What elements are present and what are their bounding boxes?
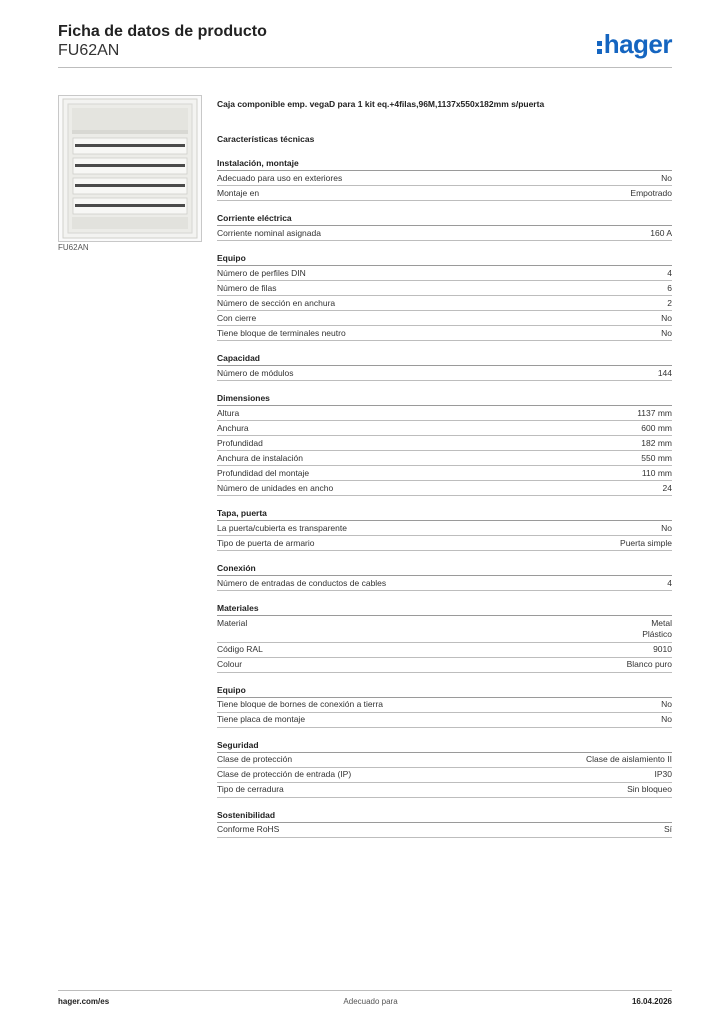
spec-group-title: Tapa, puerta [217,507,672,521]
spec-value: Metal Plástico [642,617,672,639]
page-title: Ficha de datos de producto [58,23,267,40]
footer-date: 16.04.2026 [631,997,672,1006]
spec-group [217,562,672,591]
spec-row [217,421,672,436]
spec-group-title: Capacidad [217,352,672,366]
spec-group-title: Seguridad [217,739,672,753]
spec-label: Anchura [217,422,249,433]
spec-value: Puerta simple [620,537,672,548]
spec-value: 110 mm [641,467,672,478]
spec-label: Profundidad [217,437,263,448]
logo-wordmark: hager [603,28,672,59]
spec-row [217,326,672,341]
spec-value: Empotrado [630,187,672,198]
spec-group [217,739,672,798]
spec-value: No [661,312,672,323]
spec-label: Código RAL [217,644,263,654]
spec-row [217,658,672,673]
spec-value: 4 [667,267,672,278]
spec-row [217,366,672,381]
spec-label: Profundidad del montaje [217,467,310,478]
spec-row [217,823,672,838]
spec-label: Con cierre [217,312,257,323]
enclosure-picture [59,96,201,241]
spec-group-title: Dimensiones [217,392,672,406]
spec-value: No [661,327,672,338]
spec-group [217,809,672,838]
spec-group-title: Instalación, montaje [217,157,672,171]
spec-row [217,753,672,768]
footer-divider [58,990,672,991]
spec-value: 550 mm [641,452,672,463]
spec-value: Clase de aislamiento II [586,754,672,764]
spec-row [217,186,672,201]
spec-label: Conforme RoHS [217,824,280,834]
spec-value: Sin bloqueo [627,784,672,794]
spec-row [217,296,672,311]
spec-row [217,451,672,466]
footer-note: Adecuado para [343,997,398,1006]
spec-label: Número de módulos [217,367,294,378]
spec-label: Número de unidades en ancho [217,482,334,493]
spec-label: Altura [217,407,240,418]
footer-website: hager.com/es [58,997,110,1006]
spec-value: 9010 [653,644,672,654]
spec-section [217,97,672,838]
spec-row [217,436,672,451]
spec-group-title: Equipo [217,252,672,266]
spec-row [217,171,672,186]
product-code: FU62AN [58,42,120,59]
product-description: Caja componible emp. vegaD para 1 kit eq.+4filas,96M,1137x550x182mm s/puerta [217,99,545,109]
spec-group-title: Corriente eléctrica [217,212,672,226]
tech-heading: Características técnicas [217,134,315,144]
spec-groups [217,157,672,838]
spec-group [217,352,672,381]
spec-group-title: Sostenibilidad [217,809,672,823]
spec-label: Número de perfiles DIN [217,267,306,278]
spec-row [217,521,672,536]
spec-label: Clase de protección de entrada (IP) [217,769,352,779]
spec-row [217,311,672,326]
spec-value: 6 [667,282,672,293]
spec-row [217,698,672,713]
spec-label: Tiene placa de montaje [217,714,306,724]
spec-row [217,783,672,798]
spec-value: No [661,172,672,183]
spec-label: Adecuado para uso en exteriores [217,172,343,183]
spec-row [217,481,672,496]
spec-value: 160 A [650,227,672,238]
logo-dots-icon [597,41,602,54]
spec-label: Número de entradas de conductos de cables [217,577,387,588]
spec-group-title: Conexión [217,562,672,576]
spec-group [217,684,672,728]
spec-value: 1137 mm [637,407,672,418]
spec-label: Tipo de cerradura [217,784,284,794]
spec-row [217,616,672,643]
spec-row [217,713,672,728]
spec-row [217,266,672,281]
spec-value: Sí [663,824,672,834]
spec-value: IP30 [654,769,672,779]
spec-group [217,212,672,241]
spec-label: Anchura de instalación [217,452,304,463]
spec-row [217,281,672,296]
spec-row [217,768,672,783]
spec-row [217,406,672,421]
spec-group [217,392,672,496]
spec-label: Corriente nominal asignada [217,227,321,238]
spec-value: 144 [657,367,672,378]
spec-value: 182 mm [641,437,672,448]
product-image [58,95,202,242]
spec-value: 600 mm [641,422,672,433]
spec-value: 24 [662,482,672,493]
spec-label: Tiene bloque de terminales neutro [217,327,346,338]
spec-value: No [661,522,672,533]
spec-label: Tiene bloque de bornes de conexión a tierra [217,699,384,709]
spec-label: Montaje en [217,187,260,198]
image-caption: FU62AN [58,243,89,252]
spec-label: Número de sección en anchura [217,297,336,308]
spec-row [217,576,672,591]
spec-label: Clase de protección [217,754,293,764]
spec-value: 2 [667,297,672,308]
spec-value: Blanco puro [626,659,672,669]
spec-group [217,157,672,201]
spec-label: Colour [217,659,243,669]
spec-row [217,466,672,481]
spec-value: 4 [667,577,672,588]
spec-value: No [661,699,672,709]
hager-logo [597,30,672,58]
spec-group [217,507,672,551]
page-footer [58,997,672,1006]
spec-group [217,252,672,341]
header-divider [58,67,672,68]
spec-group-title: Equipo [217,684,672,698]
spec-label: Tipo de puerta de armario [217,537,315,548]
spec-group [217,602,672,673]
spec-group-title: Materiales [217,602,672,616]
spec-label: Número de filas [217,282,277,293]
spec-label: La puerta/cubierta es transparente [217,522,347,533]
spec-row [217,643,672,658]
spec-row [217,536,672,551]
spec-label: Material [217,617,248,628]
spec-value: No [661,714,672,724]
spec-row [217,226,672,241]
document-header [58,22,267,60]
